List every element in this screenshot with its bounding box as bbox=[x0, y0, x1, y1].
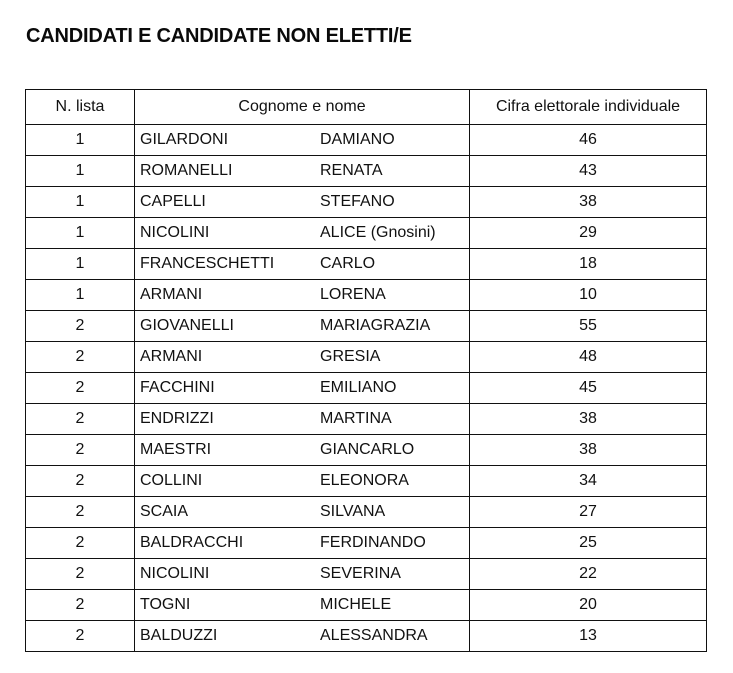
surname: COLLINI bbox=[140, 472, 203, 489]
name-cell bbox=[135, 280, 470, 311]
table-row bbox=[26, 218, 707, 249]
table-row bbox=[26, 311, 707, 342]
non-elected-candidates-table bbox=[25, 89, 707, 652]
surname: FACCHINI bbox=[140, 379, 215, 396]
header-list-number: N. lista bbox=[26, 90, 135, 125]
firstname: LORENA bbox=[320, 286, 386, 303]
surname: MAESTRI bbox=[140, 441, 212, 458]
firstname: GIANCARLO bbox=[320, 441, 415, 458]
name-cell bbox=[135, 528, 470, 559]
votes-cell: 38 bbox=[470, 187, 707, 218]
firstname: RENATA bbox=[320, 162, 383, 179]
list-number-cell: 2 bbox=[26, 497, 135, 528]
votes-cell: 34 bbox=[470, 466, 707, 497]
list-number-cell: 2 bbox=[26, 590, 135, 621]
name-cell bbox=[135, 466, 470, 497]
votes-cell: 46 bbox=[470, 125, 707, 156]
name-cell bbox=[135, 590, 470, 621]
surname: SCAIA bbox=[140, 503, 189, 520]
list-number-cell: 2 bbox=[26, 559, 135, 590]
votes-cell: 45 bbox=[470, 373, 707, 404]
firstname: GRESIA bbox=[320, 348, 381, 365]
votes-cell: 22 bbox=[470, 559, 707, 590]
firstname: ELEONORA bbox=[320, 472, 409, 489]
surname: GIOVANELLI bbox=[140, 317, 234, 334]
list-number-cell: 2 bbox=[26, 621, 135, 652]
firstname: CARLO bbox=[320, 255, 376, 272]
votes-cell: 10 bbox=[470, 280, 707, 311]
table-row bbox=[26, 280, 707, 311]
votes-cell: 25 bbox=[470, 528, 707, 559]
list-number-cell: 2 bbox=[26, 466, 135, 497]
header-votes: Cifra elettorale individuale bbox=[470, 90, 707, 125]
table-row bbox=[26, 342, 707, 373]
surname: CAPELLI bbox=[140, 193, 206, 210]
surname: BALDUZZI bbox=[140, 627, 218, 644]
firstname: SILVANA bbox=[320, 503, 386, 520]
table-row bbox=[26, 156, 707, 187]
list-number-cell: 1 bbox=[26, 187, 135, 218]
list-number-cell: 1 bbox=[26, 156, 135, 187]
surname: NICOLINI bbox=[140, 224, 210, 241]
votes-cell: 43 bbox=[470, 156, 707, 187]
name-cell bbox=[135, 559, 470, 590]
firstname: MARTINA bbox=[320, 410, 392, 427]
surname: ARMANI bbox=[140, 286, 203, 303]
table-row bbox=[26, 373, 707, 404]
firstname: STEFANO bbox=[320, 193, 395, 210]
list-number-cell: 1 bbox=[26, 125, 135, 156]
surname: FRANCESCHETTI bbox=[140, 255, 275, 272]
votes-cell: 18 bbox=[470, 249, 707, 280]
name-cell bbox=[135, 404, 470, 435]
name-cell bbox=[135, 342, 470, 373]
header-name: Cognome e nome bbox=[135, 90, 470, 125]
firstname: FERDINANDO bbox=[320, 534, 426, 551]
document-title: CANDIDATI E CANDIDATE NON ELETTI/E bbox=[26, 25, 412, 47]
list-number-cell: 2 bbox=[26, 311, 135, 342]
name-cell bbox=[135, 435, 470, 466]
firstname: DAMIANO bbox=[320, 131, 395, 148]
firstname: ALICE (Gnosini) bbox=[320, 224, 436, 241]
table-row bbox=[26, 528, 707, 559]
table-row bbox=[26, 435, 707, 466]
list-number-cell: 1 bbox=[26, 280, 135, 311]
name-cell bbox=[135, 311, 470, 342]
firstname: MICHELE bbox=[320, 596, 392, 613]
votes-cell: 27 bbox=[470, 497, 707, 528]
table-row bbox=[26, 187, 707, 218]
list-number-cell: 2 bbox=[26, 342, 135, 373]
table-body bbox=[26, 125, 707, 652]
name-cell bbox=[135, 218, 470, 249]
table-header-row bbox=[26, 90, 707, 125]
table-row bbox=[26, 249, 707, 280]
firstname: ALESSANDRA bbox=[320, 627, 428, 644]
name-cell bbox=[135, 497, 470, 528]
list-number-cell: 2 bbox=[26, 435, 135, 466]
table-row bbox=[26, 621, 707, 652]
firstname: EMILIANO bbox=[320, 379, 397, 396]
votes-cell: 48 bbox=[470, 342, 707, 373]
list-number-cell: 2 bbox=[26, 373, 135, 404]
votes-cell: 29 bbox=[470, 218, 707, 249]
name-cell bbox=[135, 156, 470, 187]
name-cell bbox=[135, 621, 470, 652]
surname: ROMANELLI bbox=[140, 162, 233, 179]
list-number-cell: 1 bbox=[26, 249, 135, 280]
votes-cell: 38 bbox=[470, 435, 707, 466]
table-row bbox=[26, 590, 707, 621]
surname: ENDRIZZI bbox=[140, 410, 214, 427]
firstname: SEVERINA bbox=[320, 565, 401, 582]
surname: BALDRACCHI bbox=[140, 534, 244, 551]
votes-cell: 55 bbox=[470, 311, 707, 342]
votes-cell: 20 bbox=[470, 590, 707, 621]
votes-cell: 13 bbox=[470, 621, 707, 652]
surname: ARMANI bbox=[140, 348, 203, 365]
table-row bbox=[26, 466, 707, 497]
table-row bbox=[26, 404, 707, 435]
votes-cell: 38 bbox=[470, 404, 707, 435]
name-cell bbox=[135, 125, 470, 156]
surname: NICOLINI bbox=[140, 565, 210, 582]
surname: GILARDONI bbox=[140, 131, 229, 148]
list-number-cell: 1 bbox=[26, 218, 135, 249]
table-row bbox=[26, 125, 707, 156]
name-cell bbox=[135, 249, 470, 280]
name-cell bbox=[135, 373, 470, 404]
table-row bbox=[26, 497, 707, 528]
firstname: MARIAGRAZIA bbox=[320, 317, 431, 334]
surname: TOGNI bbox=[140, 596, 191, 613]
list-number-cell: 2 bbox=[26, 528, 135, 559]
table-row bbox=[26, 559, 707, 590]
name-cell bbox=[135, 187, 470, 218]
list-number-cell: 2 bbox=[26, 404, 135, 435]
